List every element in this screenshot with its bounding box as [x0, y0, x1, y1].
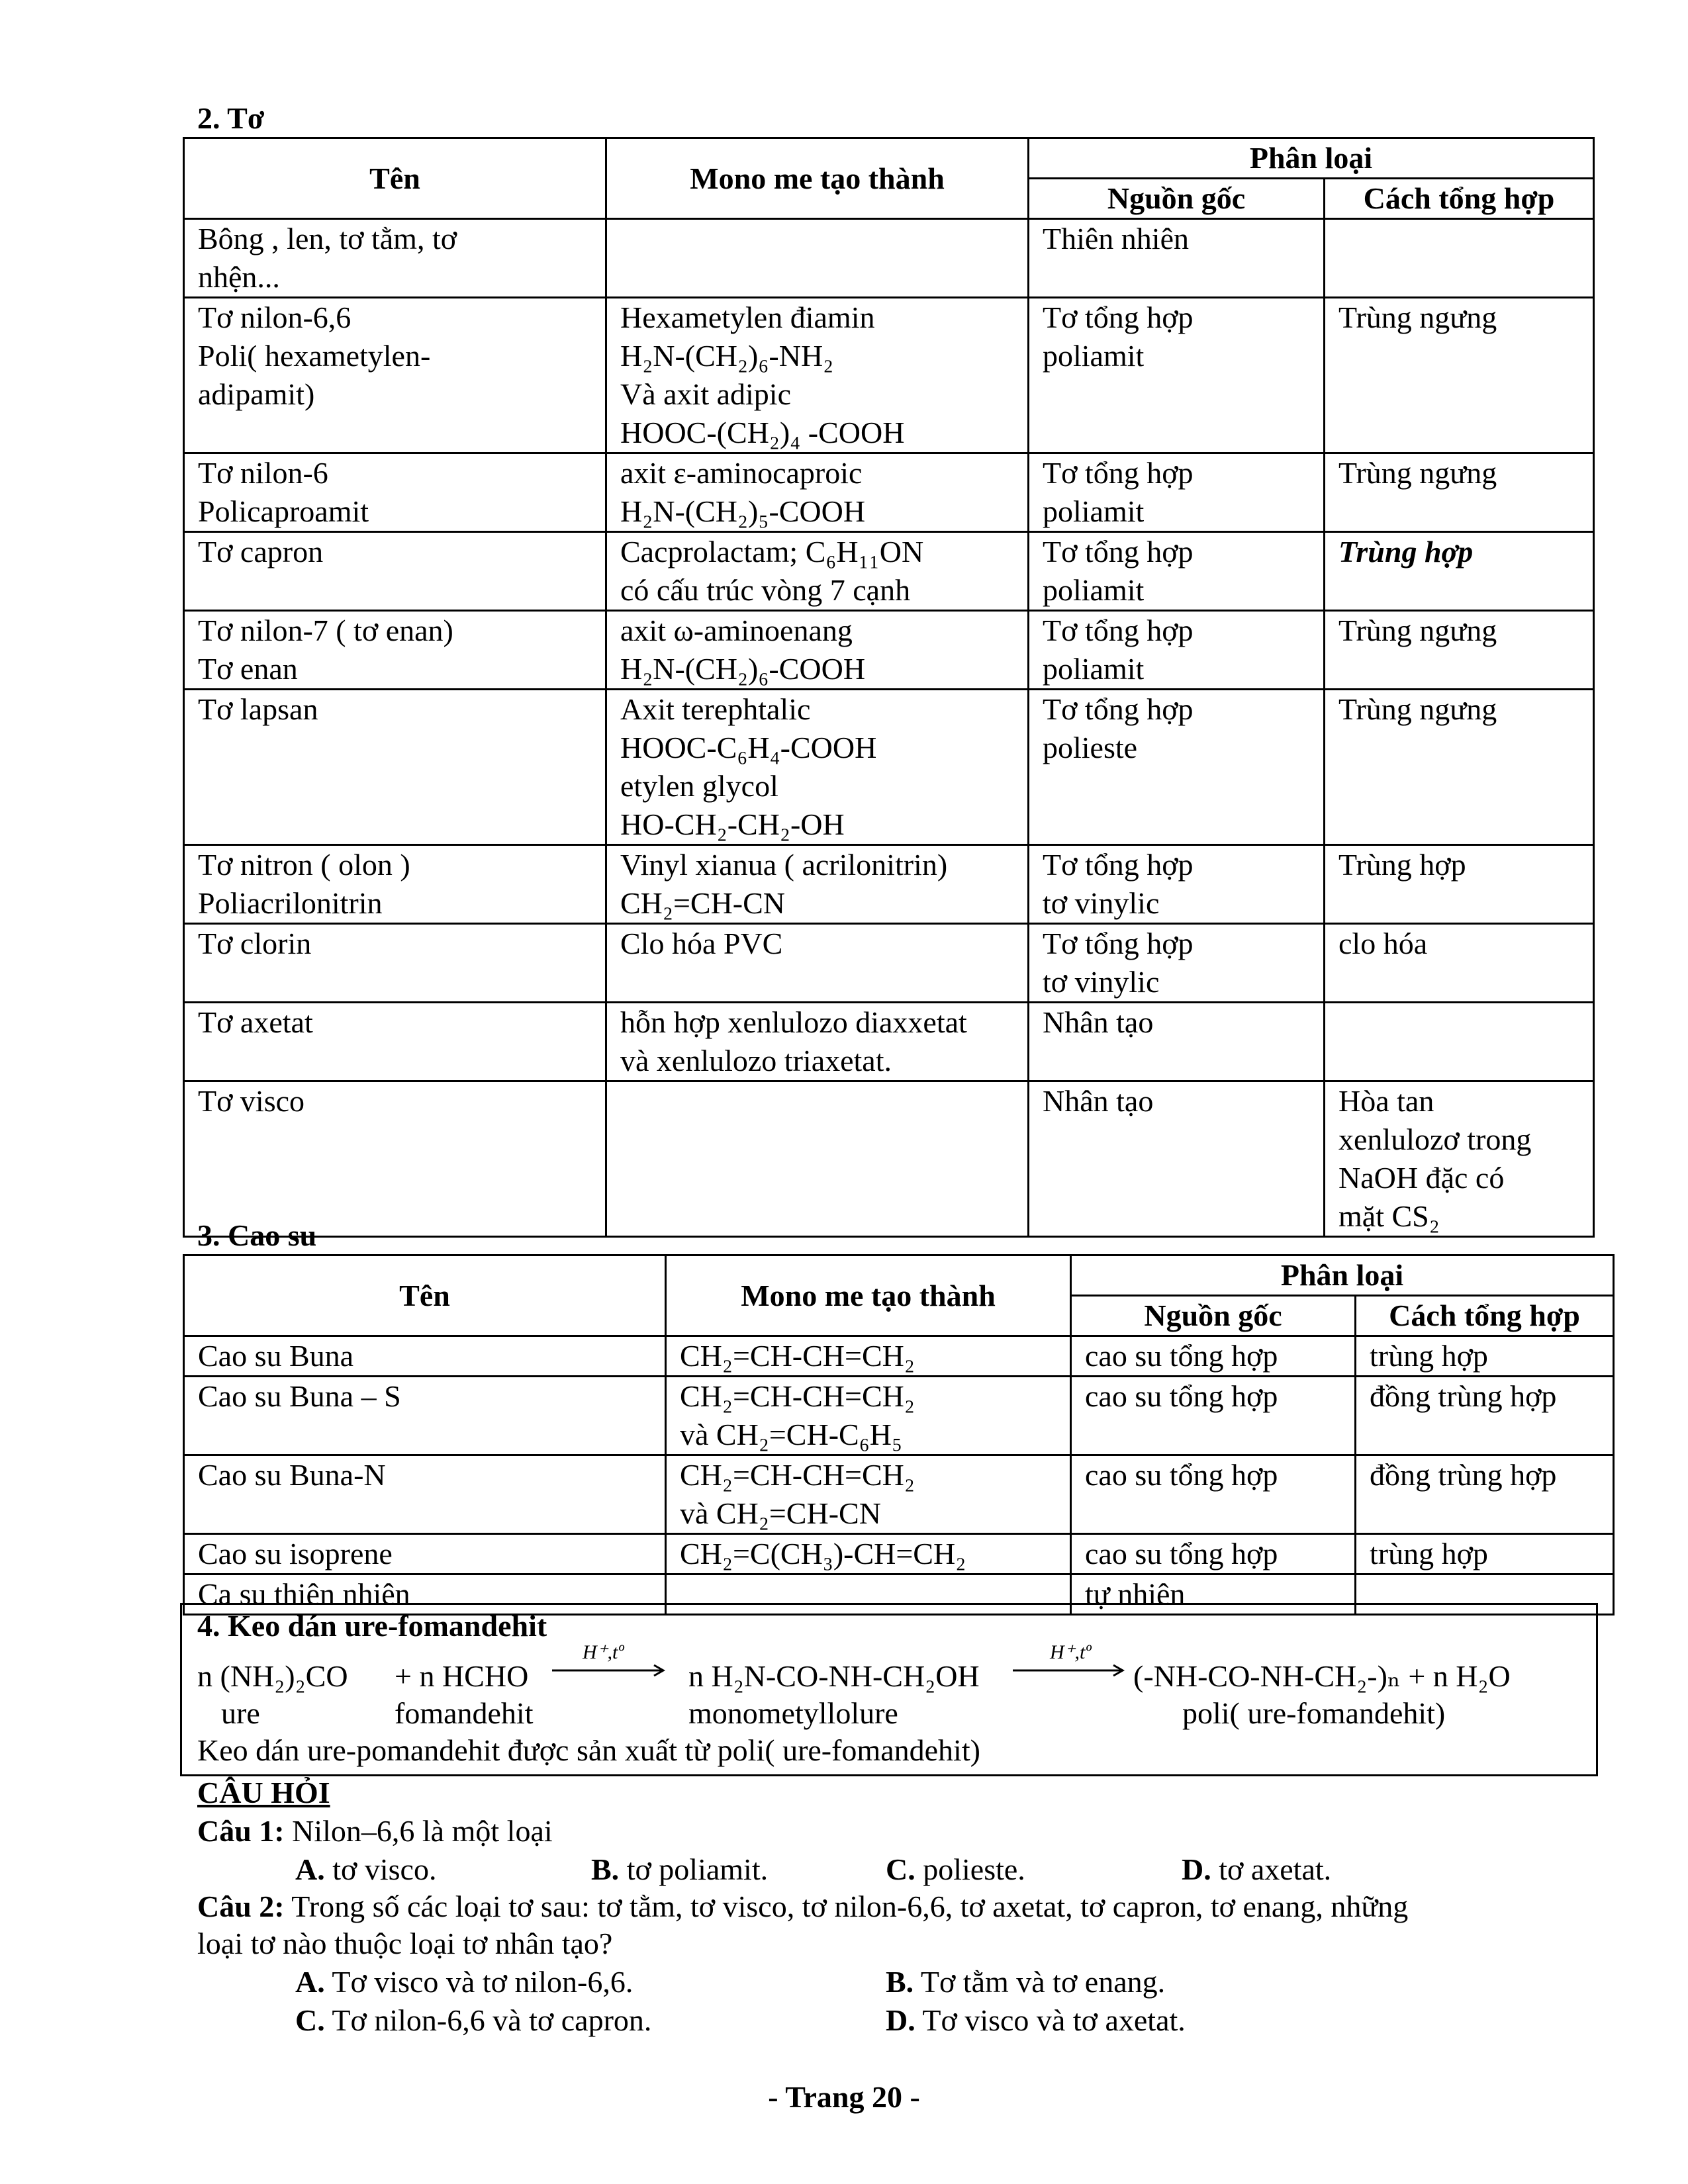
cell-nguon: [1029, 1003, 1325, 1081]
cell-line: Thiên nhiên: [1043, 222, 1189, 255]
cell-ten: [184, 532, 606, 611]
cell-line: CH₂=CH-CN: [620, 886, 786, 920]
cell-line: HO-CH₂-CH₂-OH: [620, 807, 845, 841]
cell-line: Tơ tổng hợp: [1043, 848, 1194, 882]
table-row: [184, 1455, 1614, 1534]
cell-line: axit ε-aminocaproic: [620, 456, 863, 490]
table-row: [184, 453, 1594, 532]
cell-ten: [184, 453, 606, 532]
cell-mono: [606, 453, 1029, 532]
cell-line: trùng hợp: [1370, 1537, 1488, 1570]
cell-cach: [1356, 1336, 1614, 1377]
cell-line: poliamit: [1043, 494, 1145, 528]
table-row: [184, 1081, 1594, 1237]
questions-title: CÂU HỎI: [197, 1776, 330, 1809]
cell-mono: [666, 1534, 1071, 1574]
option-text: Tơ visco và tơ axetat.: [922, 2003, 1186, 2037]
cell-line: polieste: [1043, 731, 1138, 764]
cell-line: Tơ tổng hợp: [1043, 300, 1194, 334]
table-row: [184, 845, 1594, 924]
cell-cach: [1356, 1377, 1614, 1455]
q1-option-a[interactable]: [295, 1850, 436, 1889]
cell-nguon: [1029, 219, 1325, 298]
option-letter: B.: [886, 1965, 914, 1999]
cell-line: trùng hợp: [1370, 1339, 1488, 1373]
cell-ten: [184, 298, 606, 453]
table-row: [184, 924, 1594, 1003]
cell-line: và CH₂=CH-C₆H₅: [680, 1418, 902, 1451]
product-1: n H₂N-CO-NH-CH₂OH: [688, 1659, 980, 1693]
cell-nguon: [1029, 924, 1325, 1003]
cell-cach: [1325, 298, 1594, 453]
rubber-table: [183, 1254, 1615, 1615]
name-ure: ure: [221, 1696, 260, 1730]
cell-line: poliamit: [1043, 573, 1145, 607]
q2-option-a[interactable]: [295, 1963, 633, 2001]
option-text: Tơ nilon-6,6 và tơ capron.: [332, 2003, 652, 2037]
cell-line: Poliacrilonitrin: [198, 886, 383, 920]
cell-nguon: [1029, 1081, 1325, 1237]
name-polymer: poli( ure-fomandehit): [1182, 1696, 1446, 1730]
table-row: [184, 1377, 1614, 1455]
name-monometyllolure: monometyllolure: [688, 1696, 898, 1730]
cell-line: CH₂=CH-CH=CH₂: [680, 1379, 915, 1413]
cell-line: Tơ nitron ( olon ): [198, 848, 410, 882]
cell-line: cao su tổng hợp: [1085, 1339, 1278, 1373]
header-cachtonghop: Cách tổng hợp: [1356, 1296, 1614, 1336]
cell-ten: [184, 219, 606, 298]
cell-cach: [1325, 1003, 1594, 1081]
reaction-arrow-1: [551, 1639, 670, 1685]
table-row: [184, 690, 1594, 845]
cell-nguon: [1029, 532, 1325, 611]
cell-line: NaOH đặc có: [1338, 1161, 1505, 1195]
cell-nguon: [1071, 1377, 1356, 1455]
cell-nguon: [1029, 690, 1325, 845]
header-cachtonghop: Cách tổng hợp: [1325, 179, 1594, 219]
cell-line: Trùng ngưng: [1338, 614, 1497, 647]
option-letter: A.: [295, 1852, 325, 1886]
cell-cach: [1325, 845, 1594, 924]
cell-mono: [606, 1081, 1029, 1237]
cell-line: Cao su Buna-N: [198, 1458, 386, 1492]
header-nguongoc: Nguồn gốc: [1029, 179, 1325, 219]
cell-cach: [1325, 532, 1594, 611]
cell-mono: [606, 298, 1029, 453]
table-row: [184, 1534, 1614, 1574]
cell-ten: [184, 1081, 606, 1237]
cell-line: Trùng ngưng: [1338, 692, 1497, 726]
header-phanloai: Phân loại: [1071, 1255, 1614, 1296]
cell-line: CH₂=CH-CH=CH₂: [680, 1458, 915, 1492]
option-text: tơ axetat.: [1219, 1852, 1332, 1886]
cell-ten: [184, 611, 606, 690]
question-2-label: Câu 2:: [197, 1889, 285, 1923]
cell-cach: [1356, 1534, 1614, 1574]
cell-ten: [184, 845, 606, 924]
header-mono: Mono me tạo thành: [666, 1255, 1071, 1336]
question-1: [197, 1812, 553, 1850]
question-1-label: Câu 1:: [197, 1814, 285, 1848]
cell-line: Trùng ngưng: [1338, 300, 1497, 334]
option-text: polieste.: [923, 1852, 1025, 1886]
cell-line: và xenlulozo triaxetat.: [620, 1044, 892, 1077]
cell-nguon: [1029, 611, 1325, 690]
cell-line: tơ vinylic: [1043, 886, 1160, 920]
cell-line: Tơ enan: [198, 652, 298, 686]
cell-line: H₂N-(CH₂)₅-COOH: [620, 494, 866, 528]
cell-mono: [666, 1377, 1071, 1455]
cell-line: Axit terephtalic: [620, 692, 811, 726]
cell-line: CH₂=CH-CH=CH₂: [680, 1339, 915, 1373]
cell-nguon: [1071, 1534, 1356, 1574]
cell-line: có cấu trúc vòng 7 cạnh: [620, 573, 911, 607]
cell-mono: [606, 219, 1029, 298]
q2-option-d[interactable]: [886, 2001, 1186, 2040]
section2-title: 2. Tơ: [197, 101, 265, 135]
cell-mono: [666, 1455, 1071, 1534]
table-row: [184, 1336, 1614, 1377]
cell-line: Tơ nilon-6,6: [198, 300, 352, 334]
reactant-2: + n HCHO: [395, 1659, 529, 1693]
cell-line: Tơ tổng hợp: [1043, 614, 1194, 647]
question-2-text-line1: Trong số các loại tơ sau: tơ tằm, tơ visco, tơ nilon-6,6, tơ axetat, tơ capron, tơ enang, những: [291, 1889, 1409, 1923]
cell-line: Tơ visco: [198, 1084, 305, 1118]
cell-nguon: [1071, 1455, 1356, 1534]
cell-nguon: [1029, 453, 1325, 532]
cell-mono: [606, 611, 1029, 690]
cell-line: tự nhiên: [1085, 1577, 1186, 1611]
cell-cach: [1325, 690, 1594, 845]
cell-line: HOOC-(CH₂)₄ -COOH: [620, 416, 905, 449]
cell-line: nhện...: [198, 260, 280, 294]
cell-line: cao su tổng hợp: [1085, 1537, 1278, 1570]
product-2: (-NH-CO-NH-CH₂-)ₙ + n H₂O: [1133, 1659, 1511, 1693]
glue-note: Keo dán ure-pomandehit được sản xuất từ poli( ure-fomandehit): [197, 1733, 980, 1767]
cell-line: Hexametylen điamin: [620, 300, 875, 334]
cell-line: Cacprolactam; C₆H₁₁ON: [620, 535, 924, 569]
cell-line: Tơ tổng hợp: [1043, 692, 1194, 726]
cell-line: Tơ axetat: [198, 1005, 313, 1039]
cell-line: Tơ tổng hợp: [1043, 927, 1194, 960]
cell-line: H₂N-(CH₂)₆-COOH: [620, 652, 866, 686]
cell-line: và CH₂=CH-CN: [680, 1496, 881, 1530]
cell-line: Tơ tổng hợp: [1043, 535, 1194, 569]
table-row: [184, 298, 1594, 453]
question-2-text-line2: loại tơ nào thuộc loại tơ nhân tạo?: [197, 1927, 613, 1960]
cell-ten: [184, 1336, 666, 1377]
cell-ten: [184, 924, 606, 1003]
option-text: tơ poliamit.: [626, 1852, 769, 1886]
cell-cach: [1325, 1081, 1594, 1237]
cell-line: cao su tổng hợp: [1085, 1379, 1278, 1413]
q1-option-b[interactable]: [591, 1850, 768, 1889]
cell-line: Cao su Buna: [198, 1339, 354, 1373]
question-1-text: Nilon–6,6 là một loại: [292, 1814, 553, 1848]
header-nguongoc: Nguồn gốc: [1071, 1296, 1356, 1336]
option-text: Tơ tằm và tơ enang.: [920, 1965, 1166, 1999]
table-row: [184, 611, 1594, 690]
section3-title: 3. Cao su: [197, 1218, 317, 1252]
cell-line: đồng trùng hợp: [1370, 1379, 1557, 1413]
cell-cach: [1325, 453, 1594, 532]
cell-ten: [184, 690, 606, 845]
cell-line: Bông , len, tơ tằm, tơ: [198, 222, 457, 255]
cell-mono: [606, 532, 1029, 611]
cell-line: Clo hóa PVC: [620, 927, 783, 960]
fiber-table: [183, 137, 1595, 1238]
q1-option-d[interactable]: [1182, 1850, 1331, 1889]
page-number: - Trang 20 -: [768, 2080, 920, 2114]
section4-title: 4. Keo dán ure-fomandehit: [197, 1609, 547, 1643]
cell-line: Và axit adipic: [620, 377, 792, 411]
arrow-label-1: H⁺,tº: [583, 1641, 624, 1663]
option-letter: B.: [591, 1852, 620, 1886]
header-mono: Mono me tạo thành: [606, 138, 1029, 219]
cell-cach: [1356, 1455, 1614, 1534]
cell-line: tơ vinylic: [1043, 965, 1160, 999]
cell-ten: [184, 1377, 666, 1455]
q2-option-c[interactable]: [295, 2001, 651, 2040]
q1-option-c[interactable]: [886, 1850, 1025, 1889]
cell-line: Poli( hexametylen-: [198, 339, 431, 373]
cell-line: Trùng hợp: [1338, 848, 1466, 882]
cell-line: etylen glycol: [620, 769, 778, 803]
option-text: tơ visco.: [332, 1852, 437, 1886]
cell-mono: [606, 924, 1029, 1003]
cell-line: Ca su thiên nhiên: [198, 1577, 410, 1611]
cell-ten: [184, 1534, 666, 1574]
cell-line: mặt CS₂: [1338, 1199, 1440, 1233]
option-letter: D.: [1182, 1852, 1211, 1886]
cell-cach: [1325, 611, 1594, 690]
cell-line: Tơ capron: [198, 535, 324, 569]
cell-line: đồng trùng hợp: [1370, 1458, 1557, 1492]
cell-nguon: [1029, 845, 1325, 924]
cell-ten: [184, 1455, 666, 1534]
arrow-label-2: H⁺,tº: [1050, 1641, 1092, 1663]
cell-line: clo hóa: [1338, 927, 1428, 960]
cell-cach: [1325, 924, 1594, 1003]
reactant-1: n (NH₂)₂CO: [197, 1659, 348, 1693]
cell-mono: [606, 845, 1029, 924]
cell-line: H₂N-(CH₂)₆-NH₂: [620, 339, 834, 373]
cell-line: Cao su Buna – S: [198, 1379, 401, 1413]
cell-line: axit ω-aminoenang: [620, 614, 853, 647]
cell-line: poliamit: [1043, 652, 1145, 686]
option-letter: C.: [886, 1852, 915, 1886]
cell-line: Nhân tạo: [1043, 1005, 1154, 1039]
option-letter: D.: [886, 2003, 915, 2037]
table-row: [184, 219, 1594, 298]
question-2: [197, 1888, 1408, 1926]
cell-line: Trùng hợp: [1338, 535, 1474, 569]
cell-mono: [606, 690, 1029, 845]
cell-line: hỗn hợp xenlulozo diaxxetat: [620, 1005, 967, 1039]
header-phanloai: Phân loại: [1029, 138, 1594, 179]
header-ten: Tên: [184, 1255, 666, 1336]
cell-line: Tơ nilon-7 ( tơ enan): [198, 614, 453, 647]
option-letter: C.: [295, 2003, 325, 2037]
cell-line: Tơ tổng hợp: [1043, 456, 1194, 490]
cell-mono: [666, 1336, 1071, 1377]
cell-line: Vinyl xianua ( acrilonitrin): [620, 848, 948, 882]
cell-cach: [1325, 219, 1594, 298]
option-text: Tơ visco và tơ nilon-6,6.: [332, 1965, 633, 1999]
name-fomandehit: fomandehit: [395, 1696, 534, 1730]
cell-line: Policaproamit: [198, 494, 369, 528]
cell-line: poliamit: [1043, 339, 1145, 373]
cell-nguon: [1029, 298, 1325, 453]
cell-line: Trùng ngưng: [1338, 456, 1497, 490]
cell-line: xenlulozơ trong: [1338, 1122, 1532, 1156]
option-letter: A.: [295, 1965, 325, 1999]
cell-line: CH₂=C(CH₃)-CH=CH₂: [680, 1537, 966, 1570]
table-row: [184, 532, 1594, 611]
cell-line: adipamit): [198, 377, 315, 411]
cell-ten: [184, 1003, 606, 1081]
cell-line: Tơ lapsan: [198, 692, 318, 726]
cell-line: cao su tổng hợp: [1085, 1458, 1278, 1492]
cell-line: Nhân tạo: [1043, 1084, 1154, 1118]
reaction-arrow-2: [1011, 1639, 1131, 1685]
q2-option-b[interactable]: [886, 1963, 1165, 2001]
header-ten: Tên: [184, 138, 606, 219]
cell-line: Tơ nilon-6: [198, 456, 328, 490]
cell-line: Hòa tan: [1338, 1084, 1434, 1118]
cell-line: HOOC-C₆H₄-COOH: [620, 731, 877, 764]
cell-line: Cao su isoprene: [198, 1537, 393, 1570]
table-row: [184, 1003, 1594, 1081]
cell-mono: [606, 1003, 1029, 1081]
cell-nguon: [1071, 1336, 1356, 1377]
cell-line: Tơ clorin: [198, 927, 312, 960]
